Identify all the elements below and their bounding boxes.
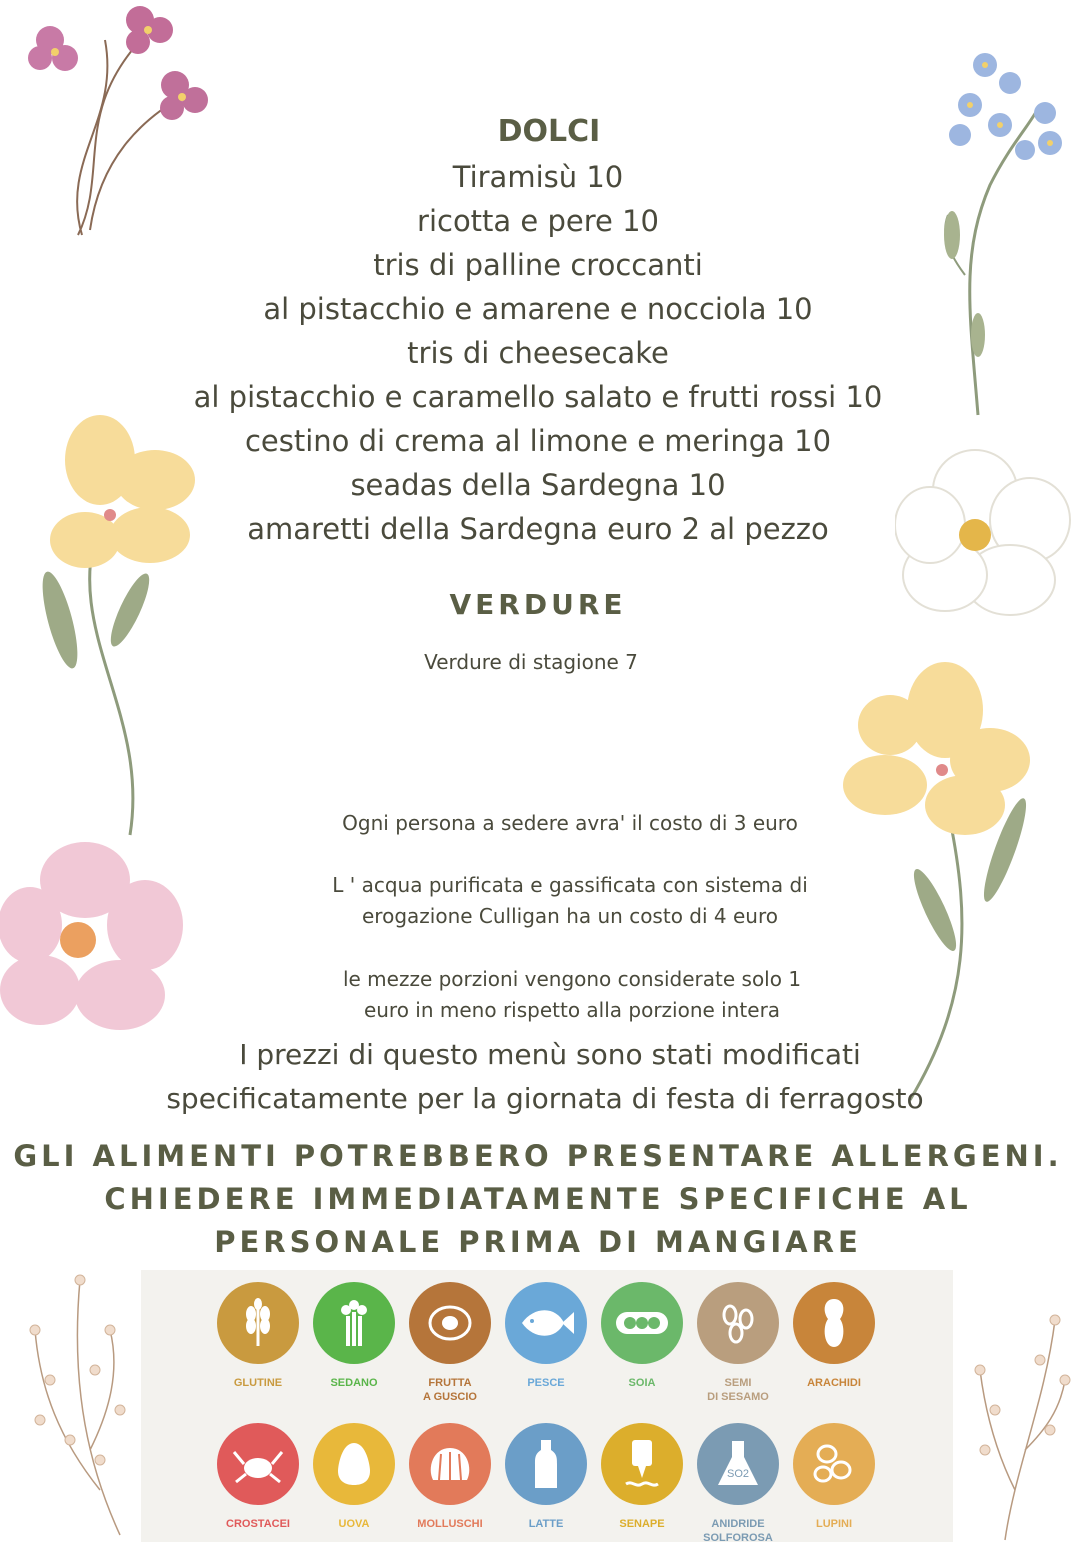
soy-icon — [601, 1282, 683, 1364]
list-item: cestino di crema al limone e meringa 10 — [244, 424, 832, 458]
allergen-lupini — [791, 1423, 877, 1531]
allergen-label: LATTE — [528, 1518, 564, 1530]
allergen-warning-line2: CHIEDERE IMMEDIATAMENTE SPECIFICHE AL — [104, 1182, 972, 1216]
mustard-icon — [601, 1423, 683, 1505]
list-item: tris di cheesecake — [407, 336, 669, 370]
list-item: seadas della Sardegna 10 — [350, 468, 726, 502]
lupin-icon — [793, 1423, 875, 1505]
acqua-note-line1: L ' acqua purificata e gassificata con sistema di — [332, 873, 808, 897]
allergen-label: SOIA — [628, 1377, 656, 1389]
allergen-frutta-guscio — [407, 1282, 493, 1404]
baby-breath-left-icon — [10, 1270, 140, 1540]
verdure-item: Verdure di stagione 7 — [424, 650, 638, 674]
allergen-label: SENAPE — [619, 1518, 665, 1530]
allergen-anidride-solforosa — [695, 1423, 781, 1545]
prezzi-note-line2: specificatamente per la giornata di festa di ferragosto — [166, 1082, 924, 1115]
allergen-label: FRUTTA A GUSCIO — [423, 1377, 477, 1403]
verdure-title: VERDURE — [449, 588, 627, 621]
celery-icon — [313, 1282, 395, 1364]
list-item: ricotta e pere 10 — [417, 204, 659, 238]
dolci-title: DOLCI — [497, 114, 601, 149]
flask-icon — [697, 1423, 779, 1505]
svg-text:SO2: SO2 — [726, 1468, 750, 1480]
allergen-pesce — [503, 1282, 589, 1390]
acqua-note-line2: erogazione Culligan ha un costo di 4 euro — [362, 904, 778, 928]
mezze-note-line2: euro in meno rispetto alla porzione intera — [363, 998, 781, 1022]
allergen-molluschi — [407, 1423, 493, 1531]
allergen-sesamo — [695, 1282, 781, 1404]
allergen-label: UOVA — [338, 1518, 370, 1530]
allergen-label: LUPINI — [815, 1518, 853, 1530]
mezze-note-line1: le mezze porzioni vengono considerate solo 1 — [342, 967, 802, 991]
allergen-label: MOLLUSCHI — [417, 1518, 483, 1530]
allergen-arachidi — [791, 1282, 877, 1390]
allergen-label: ANIDRIDE SOLFOROSA — [703, 1518, 773, 1544]
baby-breath-right-icon — [965, 1310, 1075, 1545]
allergen-soia — [599, 1282, 685, 1390]
allergen-label: SEDANO — [330, 1377, 378, 1389]
allergen-uova — [311, 1423, 397, 1531]
crab-icon — [217, 1423, 299, 1505]
list-item: Tiramisù 10 — [452, 160, 624, 194]
list-item: amaretti della Sardegna euro 2 al pezzo — [247, 512, 829, 546]
dolci-list — [0, 155, 1076, 551]
peanut-icon — [793, 1282, 875, 1364]
list-item: al pistacchio e caramello salato e frutti rossi 10 — [193, 380, 883, 414]
list-item: al pistacchio e amarene e nocciola 10 — [263, 292, 813, 326]
wheat-icon — [217, 1282, 299, 1364]
allergen-senape — [599, 1423, 685, 1531]
allergen-crostacei — [215, 1423, 301, 1531]
allergen-glutine — [215, 1282, 301, 1390]
allergen-label: GLUTINE — [233, 1377, 283, 1389]
allergen-latte — [503, 1423, 589, 1531]
prezzi-note-line1: I prezzi di questo menù sono stati modificati — [239, 1038, 861, 1071]
allergen-warning-line1: GLI ALIMENTI POTREBBERO PRESENTARE ALLERGENI. — [13, 1139, 1063, 1173]
nut-icon — [409, 1282, 491, 1364]
allergen-label: PESCE — [527, 1377, 565, 1389]
shell-icon — [409, 1423, 491, 1505]
allergens-panel — [141, 1270, 953, 1542]
coperto-note: Ogni persona a sedere avra' il costo di 3 euro — [342, 811, 798, 835]
allergen-label: CROSTACEI — [226, 1518, 290, 1530]
allergen-label: ARACHIDI — [807, 1377, 861, 1389]
allergen-sedano — [311, 1282, 397, 1390]
allergen-label: SEMI DI SESAMO — [707, 1377, 769, 1403]
allergen-warning-line3: PERSONALE PRIMA DI MANGIARE — [214, 1225, 862, 1259]
milk-icon — [505, 1423, 587, 1505]
egg-icon — [313, 1423, 395, 1505]
fish-icon — [505, 1282, 587, 1364]
list-item: tris di palline croccanti — [373, 248, 703, 282]
sesame-icon — [697, 1282, 779, 1364]
